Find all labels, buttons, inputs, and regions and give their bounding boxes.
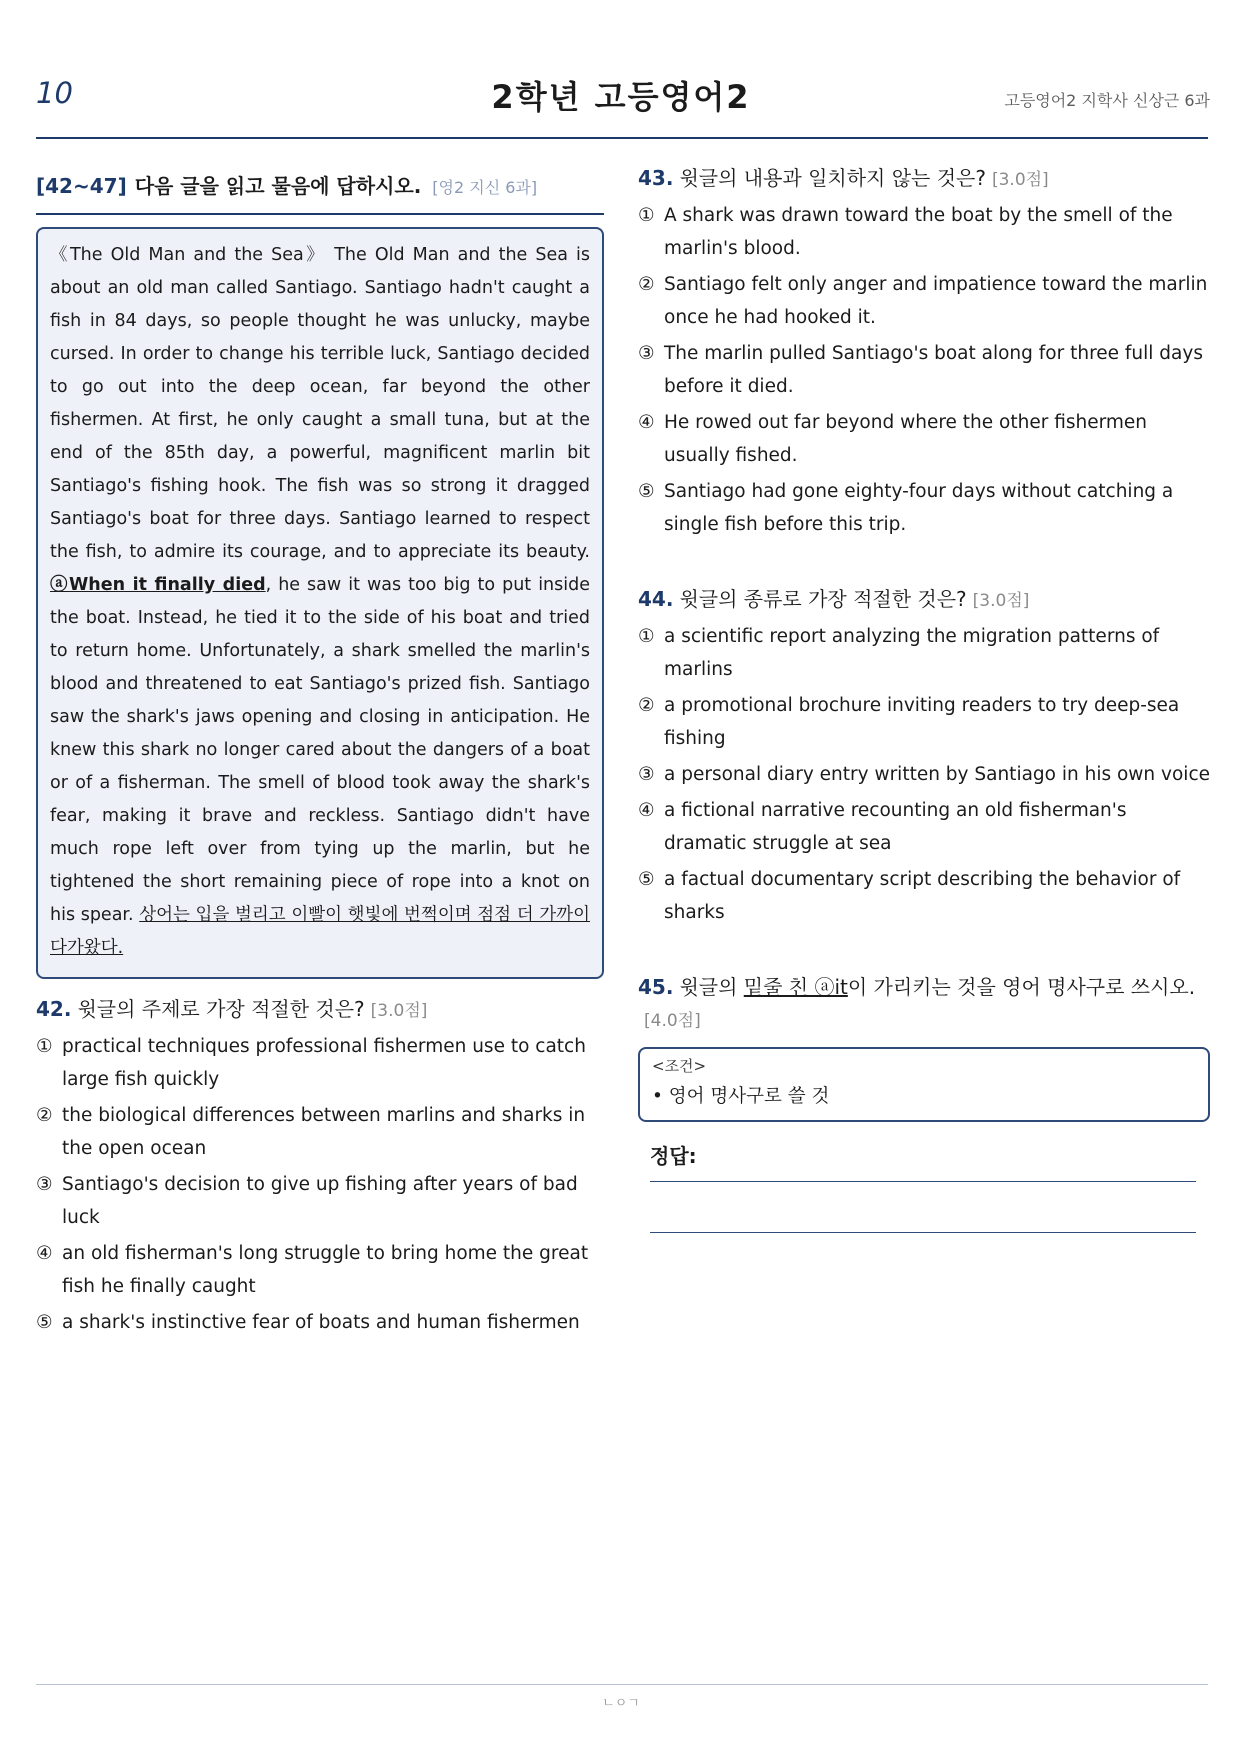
choice-number: ③ — [638, 343, 655, 364]
choice-text: a fictional narrative recounting an old fisherman's dramatic struggle at sea — [664, 800, 1127, 854]
choice-number: ③ — [36, 1174, 53, 1195]
answer-choice[interactable] — [36, 1237, 604, 1303]
choice-number: ① — [638, 205, 655, 226]
answer-choice[interactable] — [638, 758, 1210, 791]
answer-choice[interactable] — [638, 794, 1210, 860]
question-number: 45. — [638, 975, 674, 999]
page-number: 10 — [36, 76, 73, 110]
question-45 — [638, 971, 1210, 1233]
answer-choice[interactable] — [36, 1099, 604, 1165]
right-column — [638, 162, 1210, 1233]
question-42 — [36, 993, 604, 1339]
choice-text: He rowed out far beyond where the other fishermen usually fished. — [664, 412, 1147, 466]
footer-divider — [36, 1684, 1208, 1685]
passage-text-part1: 《The Old Man and the Sea》 The Old Man and the Sea is about an old man called Santiago. Santiago hadn't caught a fish in 84 days, so people thought he was unlucky, maybe cursed. In order to change his terrible luck, Santiago decided to go out into the deep ocean, far beyond the other fishermen. At first, he only caught a small tuna, but at the end of the 85th day, a powerful, magnificent marlin bit Santiago's fishing hook. The fish was so strong it dragged Santiago's boat for three days. Santiago learned to respect the fish, to admire its courage, and to appreciate its beauty. — [50, 245, 590, 562]
answer-line[interactable] — [650, 1181, 1196, 1182]
answer-choice[interactable] — [638, 475, 1210, 541]
question-45-stem — [638, 971, 1210, 1037]
choice-text: an old fisherman's long struggle to bring home the great fish he finally caught — [62, 1243, 589, 1297]
page-subtitle: 고등영어2 지학사 신상근 6과 — [1004, 91, 1210, 110]
choice-text: a scientific report analyzing the migration patterns of marlins — [664, 626, 1160, 680]
choice-text: a shark's instinctive fear of boats and human fishermen — [62, 1312, 580, 1333]
answer-choice[interactable] — [638, 268, 1210, 334]
answer-choice[interactable] — [638, 199, 1210, 265]
question-number: 44. — [638, 587, 674, 611]
question-44 — [638, 583, 1210, 929]
question-text-pre: 윗글의 — [679, 975, 744, 999]
question-text: 윗글의 내용과 일치하지 않는 것은? — [679, 166, 986, 190]
choice-number: ④ — [36, 1243, 53, 1264]
choice-number: ⑤ — [36, 1312, 53, 1333]
group-source: [영2 지신 6과] — [432, 178, 538, 197]
page-title: 2학년 고등영어2 — [491, 78, 751, 116]
answer-choice[interactable] — [36, 1168, 604, 1234]
question-text: 윗글의 종류로 가장 적절한 것은? — [679, 587, 967, 611]
answer-choice[interactable] — [638, 863, 1210, 929]
choice-text: Santiago had gone eighty-four days without catching a single fish before this trip. — [664, 481, 1174, 535]
answer-label: 정답: — [650, 1144, 697, 1168]
header-divider — [36, 137, 1208, 139]
answer-choice[interactable] — [36, 1306, 604, 1339]
answer-choice[interactable] — [638, 689, 1210, 755]
choice-text: the biological differences between marlins and sharks in the open ocean — [62, 1105, 586, 1159]
condition-title: <조건> — [652, 1057, 707, 1075]
passage-text-part2: , he saw it was too big to put inside the boat. Instead, he tied it to the side of his boat and tried to return home. Unfortunately, a shark smelled the marlin's blood and threatened to eat Santiago's prized fish. Santiago saw the shark's jaws opening and closing in anticipation. He knew this shark no longer cared about the dangers of a boat or of a fisherman. The smell of blood took away the shark's fear, making it brave and reckless. Santiago didn't have much rope left over from tying up the marlin, but he tightened the short remaining piece of rope into a knot on his spear. — [50, 575, 590, 925]
group-instruction: 다음 글을 읽고 물음에 답하시오. — [134, 174, 422, 198]
choice-text: Santiago's decision to give up fishing after years of bad luck — [62, 1174, 578, 1228]
choice-number: ② — [638, 274, 655, 295]
question-underlined-reference: 밑줄 친 ⓐit — [743, 975, 848, 999]
question-43 — [638, 162, 1210, 541]
choice-number: ② — [36, 1105, 53, 1126]
question-points: [3.0점] — [972, 591, 1030, 611]
choice-text: A shark was drawn toward the boat by the smell of the marlin's blood. — [664, 205, 1173, 259]
choice-text: a personal diary entry written by Santiago in his own voice — [664, 764, 1211, 785]
answer-choice[interactable] — [638, 337, 1210, 403]
choice-number: ④ — [638, 800, 655, 821]
condition-item: • 영어 명사구로 쓸 것 — [652, 1086, 830, 1107]
choice-number: ④ — [638, 412, 655, 433]
choice-number: ① — [638, 626, 655, 647]
passage-marker-a: ⓐWhen it finally died — [50, 575, 266, 595]
answer-choice[interactable] — [638, 620, 1210, 686]
question-points: [4.0점] — [644, 1011, 701, 1031]
question-text-post: 이 가리키는 것을 영어 명사구로 쓰시오. — [847, 975, 1196, 999]
choice-number: ② — [638, 695, 655, 716]
left-column — [36, 170, 604, 1339]
passage-underlined-korean: 상어는 입을 벌리고 이빨이 햇빛에 번쩍이며 점점 더 가까이 다가왔다. — [50, 905, 590, 958]
question-number: 42. — [36, 997, 72, 1021]
choice-text: practical techniques professional fishermen use to catch large fish quickly — [62, 1036, 586, 1090]
question-points: [3.0점] — [991, 170, 1049, 190]
choice-number: ⑤ — [638, 481, 655, 502]
choice-text: a promotional brochure inviting readers to try deep-sea fishing — [664, 695, 1180, 749]
question-points: [3.0점] — [370, 1001, 428, 1021]
choice-text: Santiago felt only anger and impatience toward the marlin once he had hooked it. — [664, 274, 1208, 328]
choice-number: ③ — [638, 764, 655, 785]
choice-text: The marlin pulled Santiago's boat along for three full days before it died. — [664, 343, 1203, 397]
choice-number: ⑤ — [638, 869, 655, 890]
footer-text: ㄴㅇㄱ — [602, 1696, 640, 1711]
reading-passage — [36, 227, 604, 979]
question-42-stem — [36, 993, 604, 1027]
question-number: 43. — [638, 166, 674, 190]
condition-box — [638, 1047, 1210, 1122]
question-text: 윗글의 주제로 가장 적절한 것은? — [77, 997, 365, 1021]
question-range: [42~47] — [36, 174, 127, 198]
question-44-stem — [638, 583, 1210, 617]
choice-number: ① — [36, 1036, 53, 1057]
question-group-heading — [36, 170, 604, 215]
choice-text: a factual documentary script describing the behavior of sharks — [664, 869, 1181, 923]
answer-choice[interactable] — [36, 1030, 604, 1096]
question-43-stem — [638, 162, 1210, 196]
answer-line[interactable] — [650, 1232, 1196, 1233]
answer-choice[interactable] — [638, 406, 1210, 472]
